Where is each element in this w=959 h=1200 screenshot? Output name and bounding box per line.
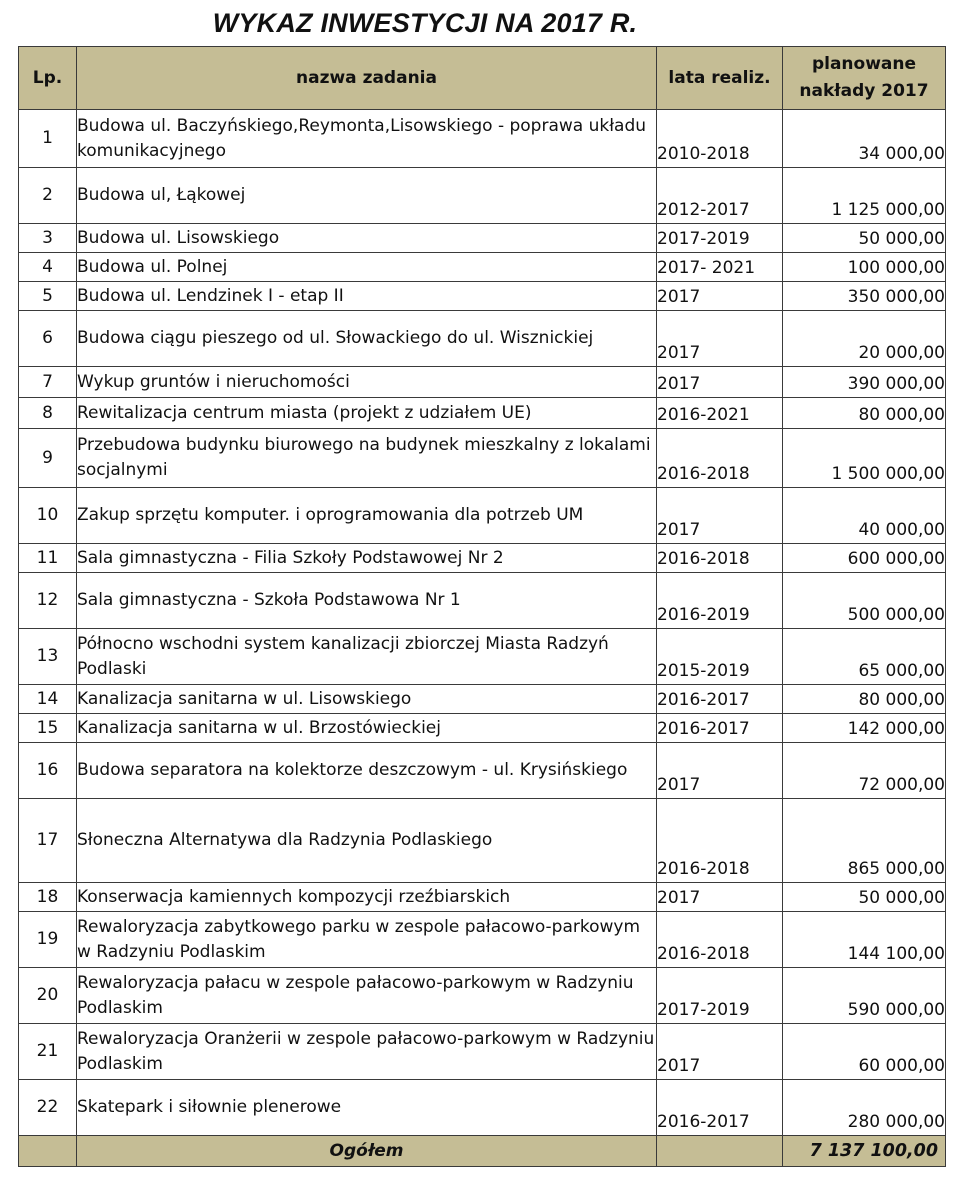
table-row — [19, 714, 946, 743]
table-row — [19, 168, 946, 224]
planned-amount: 500 000,00 — [783, 573, 946, 629]
planned-amount: 80 000,00 — [783, 685, 946, 714]
table-row — [19, 685, 946, 714]
task-name: Konserwacja kamiennych kompozycji rzeźbiarskich — [77, 883, 657, 912]
table-row — [19, 799, 946, 883]
planned-amount: 600 000,00 — [783, 544, 946, 573]
realization-years: 2017 — [657, 311, 783, 367]
task-name: Budowa ul. Polnej — [77, 253, 657, 282]
realization-years: 2016-2017 — [657, 1080, 783, 1136]
table-row — [19, 1080, 946, 1136]
investment-table — [18, 46, 946, 1167]
task-name: Budowa ul. Lisowskiego — [77, 224, 657, 253]
task-name: Budowa separatora na kolektorze deszczowym - ul. Krysińskiego — [77, 743, 657, 799]
planned-amount: 1 500 000,00 — [783, 429, 946, 488]
task-name: Północno wschodni system kanalizacji zbiorczej Miasta Radzyń Podlaski — [77, 629, 657, 685]
row-number: 18 — [19, 883, 77, 912]
table-row — [19, 743, 946, 799]
row-number: 7 — [19, 367, 77, 398]
row-number: 9 — [19, 429, 77, 488]
header-lp: Lp. — [19, 47, 77, 110]
realization-years: 2016-2018 — [657, 429, 783, 488]
table-row — [19, 488, 946, 544]
task-name: Wykup gruntów i nieruchomości — [77, 367, 657, 398]
table-row — [19, 311, 946, 367]
realization-years: 2017 — [657, 743, 783, 799]
table-row — [19, 883, 946, 912]
realization-years: 2016-2017 — [657, 685, 783, 714]
task-name: Rewaloryzacja zabytkowego parku w zespole pałacowo-parkowym w Radzyniu Podlaskim — [77, 912, 657, 968]
realization-years: 2017 — [657, 367, 783, 398]
task-name: Sala gimnastyczna - Filia Szkoły Podstawowej Nr 2 — [77, 544, 657, 573]
task-name: Słoneczna Alternatywa dla Radzynia Podlaskiego — [77, 799, 657, 883]
page-title: WYKAZ INWESTYCJI NA 2017 R. — [212, 8, 638, 38]
realization-years: 2017 — [657, 488, 783, 544]
task-name: Budowa ul. Lendzinek I - etap II — [77, 282, 657, 311]
realization-years: 2017-2019 — [657, 224, 783, 253]
row-number: 11 — [19, 544, 77, 573]
table-row — [19, 367, 946, 398]
row-number: 13 — [19, 629, 77, 685]
task-name: Rewaloryzacja Oranżerii w zespole pałacowo-parkowym w Radzyniu Podlaskim — [77, 1024, 657, 1080]
realization-years: 2017 — [657, 883, 783, 912]
realization-years: 2017-2019 — [657, 968, 783, 1024]
realization-years: 2016-2021 — [657, 398, 783, 429]
planned-amount: 142 000,00 — [783, 714, 946, 743]
task-name: Budowa ul, Łąkowej — [77, 168, 657, 224]
task-name: Rewitalizacja centrum miasta (projekt z udziałem UE) — [77, 398, 657, 429]
realization-years: 2016-2018 — [657, 799, 783, 883]
realization-years: 2017 — [657, 1024, 783, 1080]
realization-years: 2016-2018 — [657, 912, 783, 968]
header-years: lata realiz. — [657, 47, 783, 110]
planned-amount: 865 000,00 — [783, 799, 946, 883]
total-label: Ogółem — [77, 1136, 657, 1167]
realization-years: 2016-2017 — [657, 714, 783, 743]
row-number: 21 — [19, 1024, 77, 1080]
task-name: Skatepark i siłownie plenerowe — [77, 1080, 657, 1136]
row-number: 1 — [19, 110, 77, 168]
row-number: 16 — [19, 743, 77, 799]
planned-amount: 80 000,00 — [783, 398, 946, 429]
row-number: 19 — [19, 912, 77, 968]
table-row — [19, 253, 946, 282]
row-number: 3 — [19, 224, 77, 253]
table-row — [19, 629, 946, 685]
row-number: 20 — [19, 968, 77, 1024]
task-name: Budowa ul. Baczyńskiego,Reymonta,Lisowskiego - poprawa układu komunikacyjnego — [77, 110, 657, 168]
row-number: 17 — [19, 799, 77, 883]
row-number: 14 — [19, 685, 77, 714]
header-planned-line2: nakłady 2017 — [799, 81, 929, 101]
table-row — [19, 912, 946, 968]
task-name: Sala gimnastyczna - Szkoła Podstawowa Nr 1 — [77, 573, 657, 629]
task-name: Kanalizacja sanitarna w ul. Lisowskiego — [77, 685, 657, 714]
planned-amount: 144 100,00 — [783, 912, 946, 968]
total-empty-cell — [657, 1136, 783, 1167]
planned-amount: 60 000,00 — [783, 1024, 946, 1080]
planned-amount: 1 125 000,00 — [783, 168, 946, 224]
realization-years: 2012-2017 — [657, 168, 783, 224]
task-name: Rewaloryzacja pałacu w zespole pałacowo-parkowym w Radzyniu Podlaskim — [77, 968, 657, 1024]
table-header-row — [19, 47, 946, 110]
task-name: Przebudowa budynku biurowego na budynek mieszkalny z lokalami socjalnymi — [77, 429, 657, 488]
planned-amount: 100 000,00 — [783, 253, 946, 282]
table-row — [19, 398, 946, 429]
row-number: 12 — [19, 573, 77, 629]
planned-amount: 350 000,00 — [783, 282, 946, 311]
row-number: 2 — [19, 168, 77, 224]
realization-years: 2015-2019 — [657, 629, 783, 685]
table-row — [19, 224, 946, 253]
total-value: 7 137 100,00 — [783, 1136, 946, 1167]
realization-years: 2017- 2021 — [657, 253, 783, 282]
task-name: Zakup sprzętu komputer. i oprogramowania dla potrzeb UM — [77, 488, 657, 544]
header-name: nazwa zadania — [77, 47, 657, 110]
planned-amount: 50 000,00 — [783, 883, 946, 912]
row-number: 8 — [19, 398, 77, 429]
planned-amount: 390 000,00 — [783, 367, 946, 398]
total-row — [19, 1136, 946, 1167]
planned-amount: 20 000,00 — [783, 311, 946, 367]
total-empty-cell — [19, 1136, 77, 1167]
row-number: 22 — [19, 1080, 77, 1136]
row-number: 6 — [19, 311, 77, 367]
planned-amount: 50 000,00 — [783, 224, 946, 253]
table-row — [19, 282, 946, 311]
table-row — [19, 429, 946, 488]
table-row — [19, 573, 946, 629]
header-planned-line1: planowane — [811, 54, 917, 74]
table-row — [19, 544, 946, 573]
realization-years: 2016-2018 — [657, 544, 783, 573]
realization-years: 2010-2018 — [657, 110, 783, 168]
planned-amount: 65 000,00 — [783, 629, 946, 685]
row-number: 15 — [19, 714, 77, 743]
row-number: 4 — [19, 253, 77, 282]
row-number: 10 — [19, 488, 77, 544]
task-name: Kanalizacja sanitarna w ul. Brzostówieckiej — [77, 714, 657, 743]
table-row — [19, 968, 946, 1024]
task-name: Budowa ciągu pieszego od ul. Słowackiego do ul. Wisznickiej — [77, 311, 657, 367]
planned-amount: 34 000,00 — [783, 110, 946, 168]
planned-amount: 72 000,00 — [783, 743, 946, 799]
row-number: 5 — [19, 282, 77, 311]
table-row — [19, 110, 946, 168]
planned-amount: 280 000,00 — [783, 1080, 946, 1136]
realization-years: 2016-2019 — [657, 573, 783, 629]
planned-amount: 590 000,00 — [783, 968, 946, 1024]
table-row — [19, 1024, 946, 1080]
planned-amount: 40 000,00 — [783, 488, 946, 544]
realization-years: 2017 — [657, 282, 783, 311]
table-body — [19, 110, 946, 1136]
header-planned — [783, 47, 946, 110]
